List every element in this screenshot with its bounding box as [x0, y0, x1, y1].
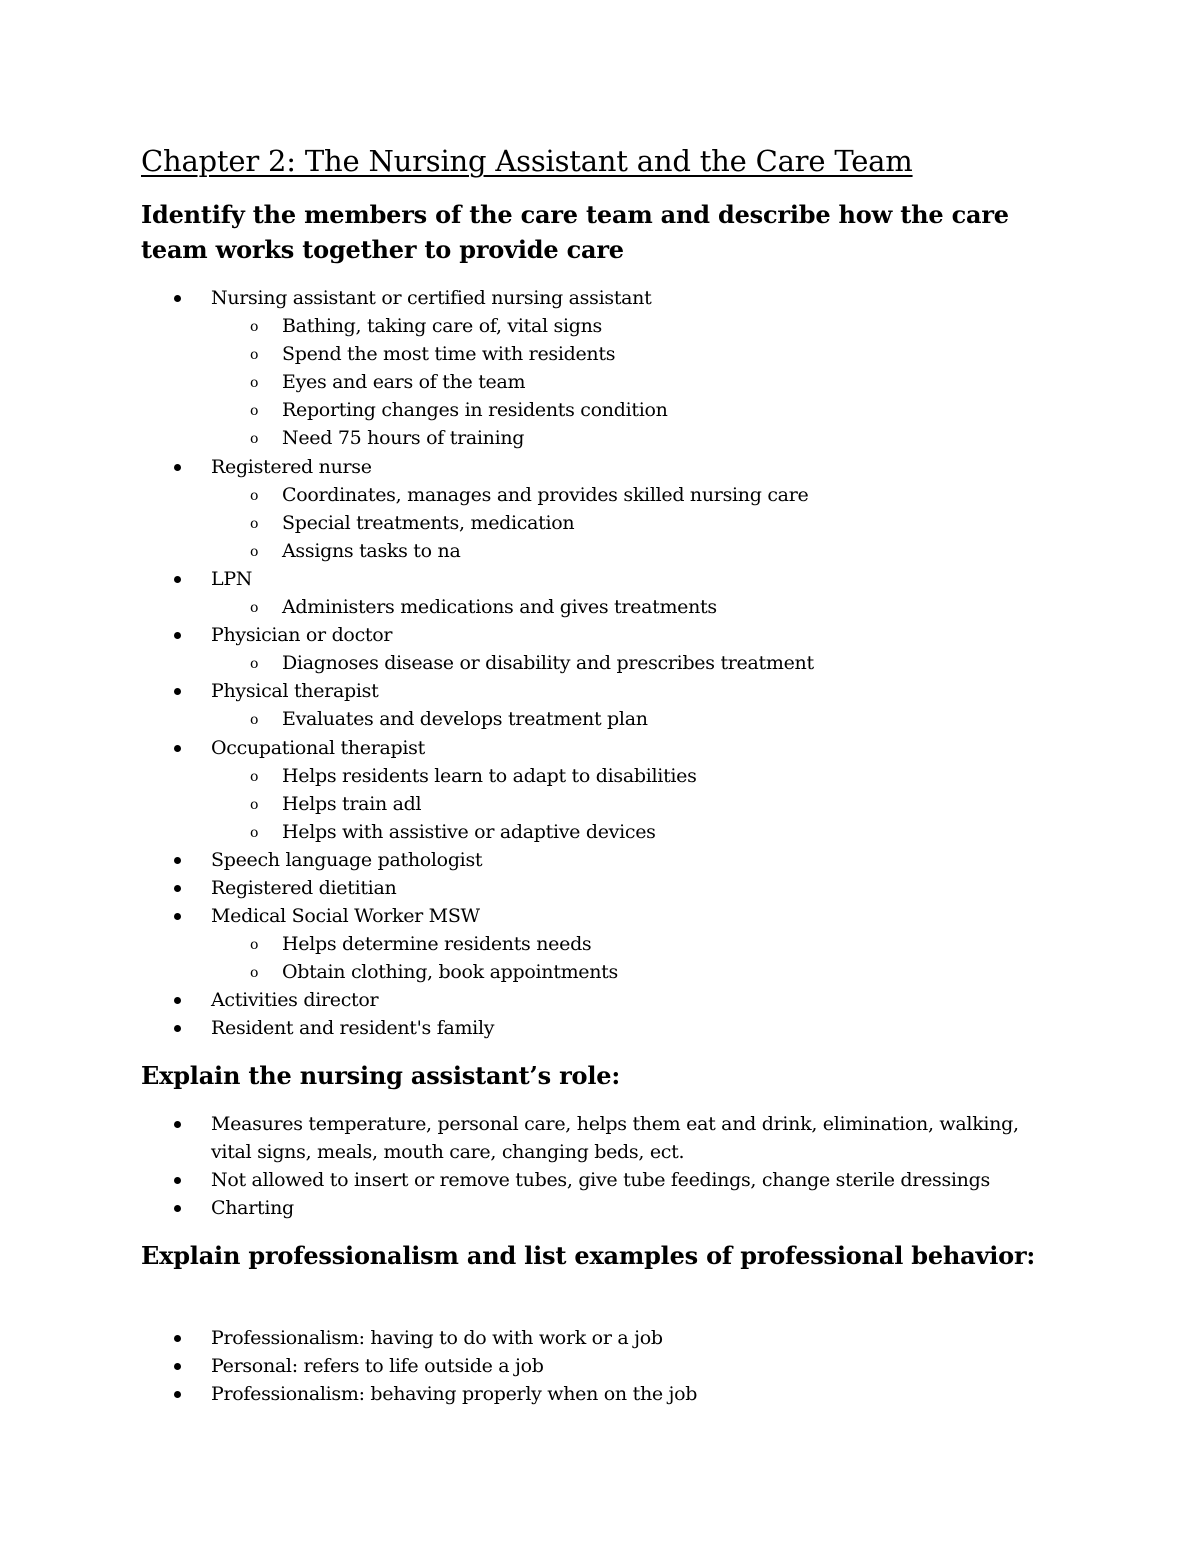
sub-list-item	[0, 481, 1100, 509]
circle-bullet-icon: o	[250, 431, 259, 448]
list-item-text: Occupational therapist	[211, 736, 425, 759]
sub-list-item-text: Helps residents learn to adapt to disabilities	[282, 764, 697, 787]
circle-bullet-icon: o	[250, 375, 259, 392]
sub-list-item	[0, 509, 1100, 537]
sub-list-item-text: Helps with assistive or adaptive devices	[282, 820, 656, 843]
list-item	[0, 565, 1100, 621]
list-item-text: Resident and resident's family	[211, 1017, 495, 1040]
list-item-text: Measures temperature, personal care, helps them eat and drink, elimination, walking, vital signs, meals, mouth care, changing beds, ect.	[211, 1113, 1019, 1164]
bullet-icon	[174, 745, 181, 752]
bullet-icon	[174, 997, 181, 1004]
list-item-text: Personal: refers to life outside a job	[211, 1355, 544, 1378]
sub-list-item-text: Special treatments, medication	[282, 511, 575, 534]
list-item-text: Activities director	[211, 989, 379, 1012]
circle-bullet-icon: o	[250, 712, 259, 729]
sub-list-item-text: Helps determine residents needs	[282, 933, 592, 956]
circle-bullet-icon: o	[250, 656, 259, 673]
circle-bullet-icon: o	[250, 824, 259, 841]
circle-bullet-icon: o	[250, 487, 259, 504]
list-item	[0, 453, 1100, 565]
sub-list-item	[0, 705, 1100, 733]
bullet-icon	[174, 295, 181, 302]
sub-list-item	[0, 762, 1100, 790]
sub-list-item-text: Eyes and ears of the team	[282, 371, 526, 394]
sub-list-item	[0, 958, 1100, 986]
professionalism-list	[0, 1324, 1100, 1408]
circle-bullet-icon: o	[250, 768, 259, 785]
circle-bullet-icon: o	[250, 347, 259, 364]
sub-list	[211, 705, 1100, 733]
chapter-title: Chapter 2: The Nursing Assistant and the Care Team	[141, 144, 913, 178]
sub-list-item	[0, 537, 1100, 565]
bullet-icon	[174, 1391, 181, 1398]
circle-bullet-icon: o	[250, 515, 259, 532]
list-item-text: Registered nurse	[211, 455, 372, 478]
circle-bullet-icon: o	[250, 937, 259, 954]
circle-bullet-icon: o	[250, 600, 259, 617]
na-role-list	[0, 1110, 1100, 1222]
sub-list-item-text: Reporting changes in residents condition	[282, 399, 668, 422]
list-item-text: Medical Social Worker MSW	[211, 905, 480, 928]
list-item	[0, 1110, 1100, 1166]
bullet-icon	[174, 576, 181, 583]
circle-bullet-icon: o	[250, 965, 259, 982]
list-item	[0, 1380, 1100, 1408]
bullet-icon	[174, 857, 181, 864]
bullet-icon	[174, 1363, 181, 1370]
sub-list-item-text: Evaluates and develops treatment plan	[282, 708, 648, 731]
sub-list-item-text: Spend the most time with residents	[282, 343, 616, 366]
list-item-text: Not allowed to insert or remove tubes, give tube feedings, change sterile dressings	[211, 1169, 990, 1192]
circle-bullet-icon: o	[250, 796, 259, 813]
sub-list	[211, 762, 1100, 846]
bullet-icon	[174, 1177, 181, 1184]
list-item	[0, 986, 1100, 1014]
sub-list	[211, 593, 1100, 621]
sub-list-item	[0, 593, 1100, 621]
list-item	[0, 846, 1100, 874]
list-item-text: Speech language pathologist	[211, 848, 483, 871]
bullet-icon	[174, 913, 181, 920]
bullet-icon	[174, 1121, 181, 1128]
sub-list-item	[0, 368, 1100, 396]
sub-list-item	[0, 424, 1100, 452]
bullet-icon	[174, 1205, 181, 1212]
sub-list-item	[0, 930, 1100, 958]
sub-list	[211, 930, 1100, 986]
bullet-icon	[174, 1335, 181, 1342]
list-item-text: Professionalism: behaving properly when on the job	[211, 1383, 698, 1406]
section-heading-professionalism: Explain professionalism and list examples of professional behavior:	[141, 1241, 1036, 1270]
sub-list-item	[0, 396, 1100, 424]
list-item	[0, 902, 1100, 986]
list-item-text: Registered dietitian	[211, 876, 397, 899]
section-heading-care-team: Identify the members of the care team and describe how the care team works together to provide care	[141, 200, 1009, 264]
bullet-icon	[174, 885, 181, 892]
list-item-text: Nursing assistant or certified nursing assistant	[211, 287, 652, 309]
sub-list-item-text: Obtain clothing, book appointments	[282, 961, 618, 984]
list-item-text: Charting	[211, 1197, 294, 1220]
sub-list-item	[0, 340, 1100, 368]
list-item	[0, 1014, 1100, 1042]
list-item-text: Physical therapist	[211, 680, 379, 703]
list-item	[0, 1352, 1100, 1380]
list-item	[0, 1194, 1100, 1222]
list-item-text: Professionalism: having to do with work or a job	[211, 1327, 663, 1349]
bullet-icon	[174, 632, 181, 639]
list-item-text: Physician or doctor	[211, 624, 393, 647]
circle-bullet-icon: o	[250, 543, 259, 560]
sub-list-item-text: Helps train adl	[282, 792, 422, 815]
list-item	[0, 1324, 1100, 1352]
sub-list	[211, 649, 1100, 677]
list-item-text: LPN	[211, 567, 253, 590]
list-item	[0, 284, 1100, 453]
sub-list-item	[0, 818, 1100, 846]
sub-list-item-text: Diagnoses disease or disability and prescribes treatment	[282, 652, 814, 675]
sub-list-item	[0, 312, 1100, 340]
sub-list-item	[0, 790, 1100, 818]
sub-list-item-text: Bathing, taking care of, vital signs	[282, 315, 602, 338]
care-team-list	[0, 284, 1100, 1043]
sub-list	[211, 481, 1100, 565]
bullet-icon	[174, 1025, 181, 1032]
sub-list-item	[0, 649, 1100, 677]
sub-list-item-text: Need 75 hours of training	[282, 427, 525, 450]
circle-bullet-icon: o	[250, 319, 259, 336]
list-item	[0, 677, 1100, 733]
list-item	[0, 621, 1100, 677]
list-item	[0, 1166, 1100, 1194]
bullet-icon	[174, 688, 181, 695]
bullet-icon	[174, 464, 181, 471]
sub-list-item-text: Coordinates, manages and provides skilled nursing care	[282, 483, 809, 506]
list-item	[0, 874, 1100, 902]
sub-list	[211, 312, 1100, 452]
circle-bullet-icon: o	[250, 403, 259, 420]
list-item	[0, 734, 1100, 846]
section-heading-na-role: Explain the nursing assistant’s role:	[141, 1061, 620, 1090]
sub-list-item-text: Assigns tasks to na	[282, 539, 461, 562]
sub-list-item-text: Administers medications and gives treatments	[282, 596, 717, 619]
